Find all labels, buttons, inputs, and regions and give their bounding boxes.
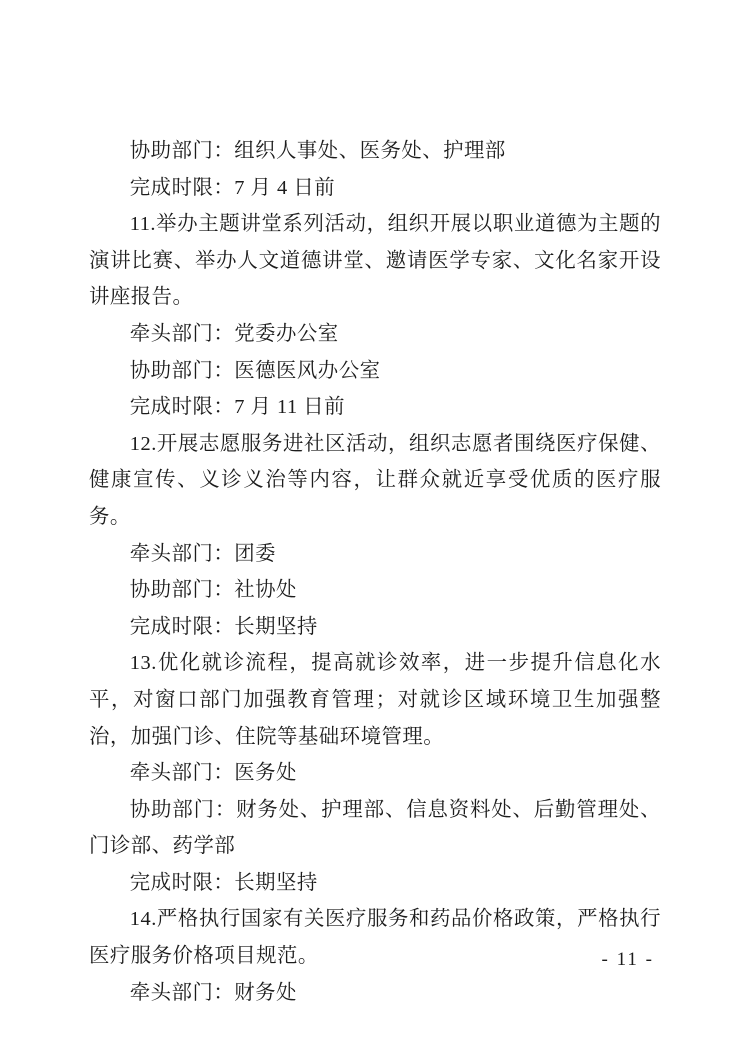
assist-dept-line-item12: 协助部门：社协处 — [129, 579, 297, 602]
lead-dept-line-item11: 牵头部门：党委办公室 — [129, 322, 339, 345]
task-item-14: 14.严格执行国家有关医疗服务和药品价格政策，严格执行医疗服务价格项目规范。 — [89, 908, 661, 968]
assist-dept-line-item10: 协助部门：组织人事处、医务处、护理部 — [129, 140, 506, 162]
deadline-line-item10: 完成时限：7 月 4 日前 — [129, 176, 336, 199]
task-item-12: 12.开展志愿服务进社区活动，组织志愿者围绕医疗保健、健康宣传、义诊义治等内容，让群众就近享受优质的医疗服务。 — [89, 432, 661, 528]
deadline-line-item11: 完成时限：7 月 11 日前 — [129, 396, 346, 419]
document-body — [89, 133, 661, 1011]
assist-dept-line-item11: 协助部门：医德医风办公室 — [129, 359, 381, 382]
task-item-11: 11.举办主题讲堂系列活动，组织开展以职业道德为主题的演讲比赛、举办人文道德讲堂、邀请医学专家、文化名家开设讲座报告。 — [89, 213, 661, 309]
lead-dept-line-item14: 牵头部门：财务处 — [129, 981, 297, 1004]
deadline-line-item12: 完成时限：长期坚持 — [129, 615, 318, 638]
deadline-line-item13: 完成时限：长期坚持 — [129, 871, 318, 894]
lead-dept-line-item12: 牵头部门：团委 — [129, 542, 277, 565]
page-number: - 11 - — [601, 949, 654, 970]
task-item-13: 13.优化就诊流程，提高就诊效率，进一步提升信息化水平，对窗口部门加强教育管理；对就诊区域环境卫生加强整治，加强门诊、住院等基础环境管理。 — [89, 652, 661, 748]
assist-dept-line-item13: 协助部门：财务处、护理部、信息资料处、后勤管理处、门诊部、药学部 — [89, 798, 661, 858]
lead-dept-line-item13: 牵头部门：医务处 — [129, 762, 297, 785]
